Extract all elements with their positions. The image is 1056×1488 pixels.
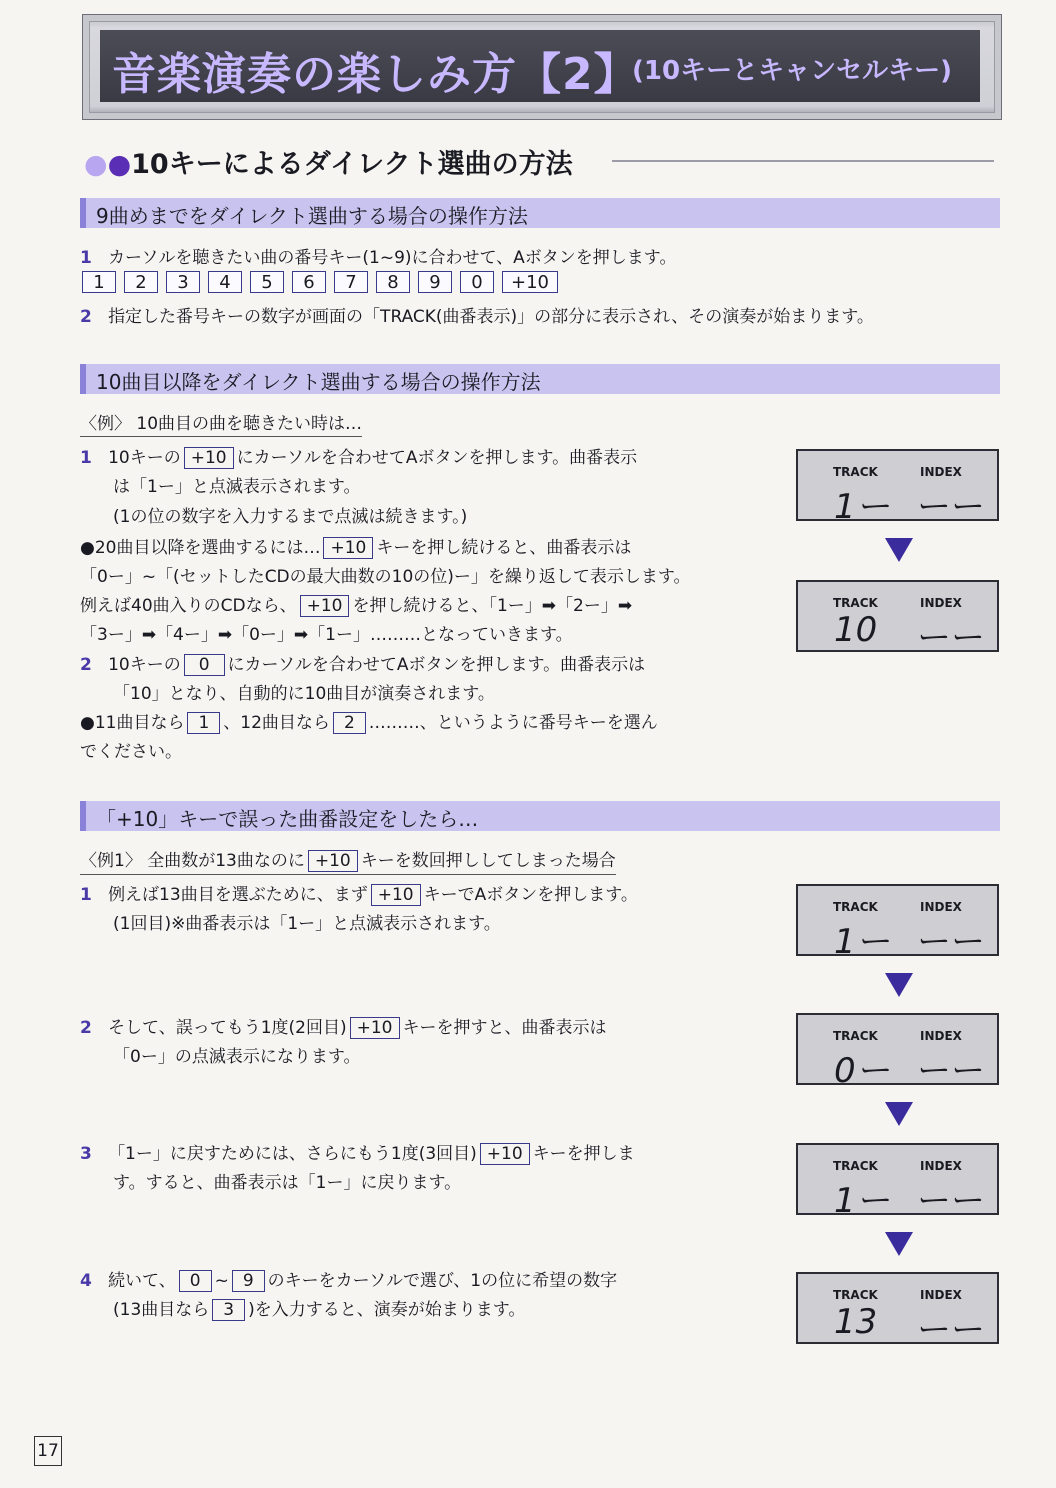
key-6: 6	[292, 271, 326, 293]
key-1: 1	[82, 271, 116, 293]
s2-step2-line2: 「10」となり、自動的に10曲目が演奏されます。	[113, 684, 495, 704]
lcd-display	[796, 580, 999, 658]
down-arrow-icon	[885, 973, 913, 997]
key-plus10: +10	[308, 850, 358, 872]
index-value: ーー	[914, 1181, 982, 1221]
key-9: 9	[232, 1270, 265, 1292]
down-arrow-icon	[885, 1232, 913, 1256]
key-plus10: +10	[323, 537, 373, 559]
s3-step4-line2: (13曲目なら 3 )を入力すると、演奏が始まります。	[113, 1300, 526, 1320]
key-0: 0	[460, 271, 494, 293]
key-3: 3	[212, 1299, 245, 1321]
s3-step4-line1: 4 続いて、 0 ~ 9 のキーをカーソルで選び、1の位に希望の数字	[80, 1271, 618, 1291]
lcd-display	[796, 1272, 999, 1350]
s2-step2-line1: 2 10キーの 0 にカーソルを合わせてAボタンを押します。曲番表示は	[80, 655, 646, 675]
key-0: 0	[184, 654, 225, 676]
track-label: TRACK	[833, 1159, 878, 1173]
section-heading-text: 10キーによるダイレクト選曲の方法	[131, 149, 573, 180]
key-plus10: +10	[350, 1017, 400, 1039]
track-label: TRACK	[833, 1288, 878, 1302]
subsection-bar-2	[80, 364, 1000, 394]
track-value: 10	[834, 610, 878, 650]
key-2: 2	[333, 712, 366, 734]
page-title: 音楽演奏の楽しみ方【2】	[112, 49, 639, 100]
track-label: TRACK	[833, 596, 878, 610]
index-value: ーー	[914, 618, 982, 658]
index-label: INDEX	[920, 465, 962, 479]
lcd-display	[796, 884, 999, 962]
lcd-display	[796, 449, 999, 527]
key-plus10: +10	[371, 884, 421, 906]
s3-step3-line1: 3 「1ー」に戻すためには、さらにもう1度(3回目) +10 キーを押しま	[80, 1144, 635, 1164]
index-label: INDEX	[920, 1159, 962, 1173]
key-plus10: +10	[502, 271, 558, 293]
subsection-bar-3	[80, 801, 1000, 831]
s3-step2-line2: 「0ー」の点滅表示になります。	[113, 1047, 361, 1067]
track-value: 0ー	[834, 1051, 890, 1091]
subsection-title-2: 10曲目以降をダイレクト選曲する場合の操作方法	[96, 370, 541, 394]
s3-step1-line2: (1回目)※曲番表示は「1ー」と点滅表示されます。	[113, 914, 501, 934]
heading-rule	[612, 160, 994, 162]
track-label: TRACK	[833, 1029, 878, 1043]
s3-step2-line1: 2 そして、誤ってもう1度(2回目) +10 キーを押すと、曲番表示は	[80, 1018, 607, 1038]
down-arrow-icon	[885, 538, 913, 562]
index-label: INDEX	[920, 1029, 962, 1043]
index-value: ーー	[914, 487, 982, 527]
s2-note1-line3: 例えば40曲入りのCDなら、 +10 を押し続けると、「1ー」➡「2ー」➡	[80, 596, 633, 616]
s2-step1-line2: は「1ー」と点滅表示されます。	[113, 477, 361, 497]
s3-step3-line2: す。すると、曲番表示は「1ー」に戻ります。	[113, 1173, 462, 1193]
track-value: 13	[834, 1302, 878, 1342]
s3-step1-line1: 1 例えば13曲目を選ぶために、まず +10 キーでAボタンを押します。	[80, 885, 638, 905]
s2-note1-line2: 「0ー」~「(セットしたCDの最大曲数の10の位)ー」を繰り返して表示します。	[80, 567, 691, 587]
subsection-title-1: 9曲めまでをダイレクト選曲する場合の操作方法	[96, 204, 528, 228]
index-value: ーー	[914, 1051, 982, 1091]
s1-step2: 2 指定した番号キーの数字が画面の「TRACK(曲番表示)」の部分に表示され、その演奏が始まります。	[80, 307, 874, 327]
key-plus10: +10	[480, 1143, 530, 1165]
page-number: 17	[34, 1436, 62, 1466]
page-subtitle: (10キーとキャンセルキー)	[632, 56, 952, 86]
subsection-title-3: 「+10」キーで誤った曲番設定をしたら…	[96, 807, 479, 831]
track-value: 1ー	[834, 487, 890, 527]
s1-step1: 1 カーソルを聴きたい曲の番号キー(1~9)に合わせて、Aボタンを押します。	[80, 248, 677, 268]
key-8: 8	[376, 271, 410, 293]
key-5: 5	[250, 271, 284, 293]
s2-note2-line1: ●11曲目なら 1 、12曲目なら 2 ………、というように番号キーを選ん	[80, 713, 658, 733]
s2-step1-line3: (1の位の数字を入力するまで点滅は続きます。)	[113, 507, 468, 527]
s2-note2-line2: でください。	[80, 742, 182, 762]
key-plus10: +10	[184, 447, 234, 469]
key-9: 9	[418, 271, 452, 293]
s2-note1-line1: ●20曲目以降を選曲するには… +10 キーを押し続けると、曲番表示は	[80, 538, 632, 558]
number-keys-row	[82, 271, 566, 293]
s3-example: 〈例1〉 全曲数が13曲なのに +10 キーを数回押ししてしまった場合	[80, 846, 616, 875]
key-2: 2	[124, 271, 158, 293]
track-label: TRACK	[833, 465, 878, 479]
track-value: 1ー	[834, 1181, 890, 1221]
index-label: INDEX	[920, 900, 962, 914]
subsection-bar-1	[80, 198, 1000, 228]
index-label: INDEX	[920, 596, 962, 610]
key-1: 1	[187, 712, 220, 734]
bullet-dark-icon: ●	[107, 149, 132, 180]
s2-note1-line4: 「3ー」➡「4ー」➡「0ー」➡「1ー」………となっていきます。	[80, 625, 573, 645]
index-value: ーー	[914, 922, 982, 962]
key-7: 7	[334, 271, 368, 293]
key-0: 0	[179, 1270, 212, 1292]
track-label: TRACK	[833, 900, 878, 914]
s2-example: 〈例〉 10曲目の曲を聴きたい時は…	[80, 409, 362, 437]
section-heading	[84, 142, 573, 181]
down-arrow-icon	[885, 1102, 913, 1126]
s2-step1-line1: 1 10キーの +10 にカーソルを合わせてAボタンを押します。曲番表示	[80, 448, 638, 468]
lcd-display	[796, 1143, 999, 1221]
lcd-display	[796, 1013, 999, 1091]
index-label: INDEX	[920, 1288, 962, 1302]
key-4: 4	[208, 271, 242, 293]
track-value: 1ー	[834, 922, 890, 962]
key-3: 3	[166, 271, 200, 293]
bullet-light-icon: ●	[84, 149, 108, 180]
index-value: ーー	[914, 1310, 982, 1350]
key-plus10: +10	[300, 595, 350, 617]
